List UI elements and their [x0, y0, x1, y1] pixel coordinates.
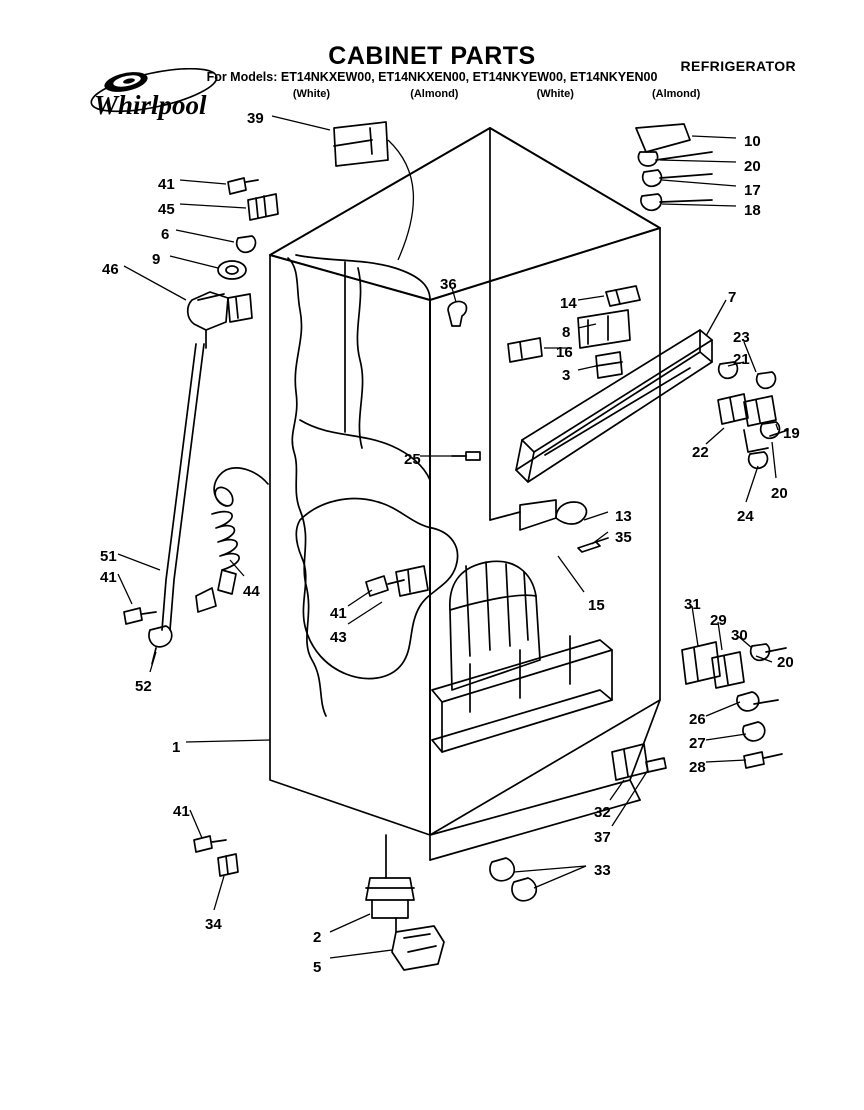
page-title: CABINET PARTS	[328, 42, 536, 70]
svg-text:Whirlpool: Whirlpool	[94, 90, 207, 120]
finish-4: (Almond)	[651, 88, 701, 100]
callout-43: 43	[330, 629, 347, 646]
callout-31: 31	[684, 596, 701, 613]
callout-35: 35	[615, 529, 632, 546]
callout-3: 3	[562, 367, 571, 384]
callout-13: 13	[615, 508, 632, 525]
callout-8: 8	[562, 324, 571, 341]
finish-2: (Almond)	[410, 88, 459, 100]
callout-19: 19	[783, 425, 800, 442]
callout-37: 37	[594, 829, 611, 846]
callout-32: 32	[594, 804, 611, 821]
callout-34: 34	[205, 916, 222, 933]
callout-51: 51	[100, 548, 117, 565]
callout-41-bottom: 41	[173, 803, 190, 820]
callout-36: 36	[440, 276, 457, 293]
callout-29: 29	[710, 612, 727, 629]
callout-41-left: 41	[100, 569, 117, 586]
models-list: ET14NKXEW00, ET14NKXEN00, ET14NKYEW00, ET14NKYEN00	[280, 70, 658, 84]
callout-46: 46	[102, 261, 119, 278]
callout-27: 27	[689, 735, 706, 752]
callout-18: 18	[744, 202, 761, 219]
callout-39: 39	[247, 110, 264, 127]
callout-5: 5	[313, 959, 322, 976]
callout-9: 9	[152, 251, 161, 268]
finish-3: (White)	[536, 88, 574, 100]
callout-1: 1	[172, 739, 181, 756]
callout-20-mid: 20	[771, 485, 788, 502]
callout-21: 21	[733, 351, 750, 368]
callout-33: 33	[594, 862, 611, 879]
callout-44: 44	[243, 583, 260, 600]
callout-6: 6	[161, 226, 170, 243]
callout-14: 14	[560, 295, 577, 312]
callout-24: 24	[737, 508, 754, 525]
callout-30: 30	[731, 627, 748, 644]
callout-17: 17	[744, 182, 761, 199]
callout-41-top: 41	[158, 176, 175, 193]
callout-20-low: 20	[777, 654, 794, 671]
callout-10: 10	[744, 133, 761, 150]
callout-22: 22	[692, 444, 709, 461]
callout-25: 25	[404, 451, 421, 468]
callout-23: 23	[733, 329, 750, 346]
callout-26: 26	[689, 711, 706, 728]
callout-20-top: 20	[744, 158, 761, 175]
callout-7: 7	[728, 289, 737, 306]
callout-45: 45	[158, 201, 175, 218]
callout-52: 52	[135, 678, 152, 695]
models-prefix: For Models:	[206, 70, 278, 84]
category-label: REFRIGERATOR	[680, 58, 796, 74]
callout-28: 28	[689, 759, 706, 776]
finish-1: (White)	[292, 88, 331, 100]
callout-15: 15	[588, 597, 605, 614]
callout-16: 16	[556, 344, 573, 361]
callout-2: 2	[313, 929, 322, 946]
callout-41-mid: 41	[330, 605, 347, 622]
